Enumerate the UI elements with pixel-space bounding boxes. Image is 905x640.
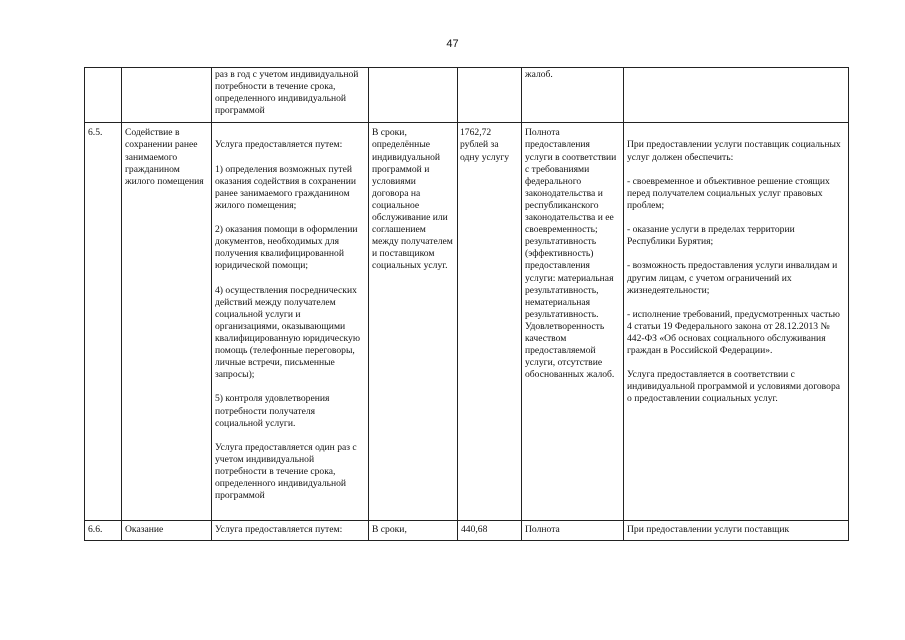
conditions-line: - возможность предоставления услуги инвалидам и другим лицам, с учетом ограничений их жизнедеятельности;	[627, 260, 838, 296]
description-line: 1) определения возможных путей оказания содействия в сохранении ранее занимаемого гражданином жилого помещения;	[215, 163, 357, 211]
conditions-line: Услуга предоставляется в соответствии с индивидуальной программой и условиями договора о предоставлении социальных услуг.	[627, 369, 840, 405]
services-table	[84, 67, 849, 541]
conditions-line: При предоставлении услуги поставщик социальных услуг должен обеспечить:	[627, 139, 841, 163]
cell-conditions	[624, 123, 849, 521]
cell-terms: В сроки,	[369, 521, 458, 541]
conditions-line: - своевременное и объективное решение стоящих перед получателем социальных услуг правовых проблем;	[627, 175, 830, 211]
description-line: 5) контроля удовлетворения потребности получателя социальной услуги.	[215, 393, 330, 429]
cell-conditions	[624, 68, 849, 123]
cell-number	[85, 68, 122, 123]
conditions-line: - оказание услуги в пределах территории Республики Бурятия;	[627, 224, 795, 248]
cell-number: 6.6.	[85, 521, 122, 541]
conditions-line: - исполнение требований, предусмотренных частью 4 статьи 19 Федерального закона от 28.12.2013 № 442-ФЗ «Об основах социального обслуживания граждан в Российской Федерации».	[627, 308, 840, 357]
cell-description: Услуга предоставляется путем:	[212, 521, 369, 541]
cell-name	[122, 68, 212, 123]
cell-terms: В сроки, определённые индивидуальной программой и условиями договора на социальное обслуживание или соглашением между получателем и поставщиком социальных услуг.	[369, 123, 458, 521]
page-number: 47	[446, 38, 459, 50]
cell-quality: Полнота предоставления услуги в соответствии с требованиями федерального законодательства и республиканского законодательства и ее своевременность; результативность (эффективность) предоставления услуги: материальная результативность, нематериальная результативность. Удовлетворенность качеством предоставляемой услуги, отсутствие обоснованных жалоб.	[522, 123, 624, 521]
cell-quality: жалоб.	[522, 68, 624, 123]
table-row-6-6	[85, 521, 849, 541]
cell-conditions: При предоставлении услуги поставщик	[624, 521, 849, 541]
cell-price	[458, 68, 522, 123]
cell-name: Оказание	[122, 521, 212, 541]
table-row-6-5	[85, 123, 849, 521]
cell-terms	[369, 68, 458, 123]
description-line: Услуга предоставляется путем:	[215, 139, 343, 151]
cell-price: 440,68	[458, 521, 522, 541]
cell-description	[212, 123, 369, 521]
description-line: Услуга предоставляется один раз с учетом индивидуальной потребности в течение срока, определенного индивидуальной программой	[215, 441, 357, 502]
cell-name: Содействие в сохранении ранее занимаемого гражданином жилого помещения	[122, 123, 212, 521]
cell-price: 1762,72 рублей за одну услугу	[458, 123, 522, 521]
cell-quality: Полнота	[522, 521, 624, 541]
description-line: 4) осуществления посреднических действий между получателем социальной услуги и организациями, оказывающими квалифицированную юридическую помощь (телефонные переговоры, личные встречи, письменные запросы);	[215, 284, 361, 381]
table-row-continuation	[85, 68, 849, 123]
cell-description: раз в год с учетом индивидуальной потребности в течение срока, определенного индивидуальной программой	[212, 68, 369, 123]
cell-number: 6.5.	[85, 123, 122, 521]
description-line: 2) оказания помощи в оформлении документов, необходимых для получения квалифицированной юридической помощи;	[215, 224, 358, 272]
